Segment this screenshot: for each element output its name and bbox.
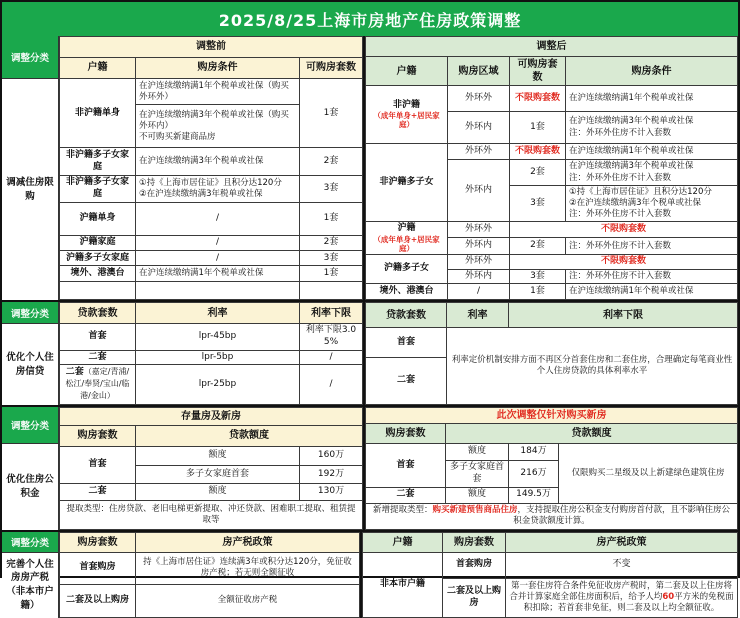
quota-cell: 不限购套数 (510, 144, 566, 160)
condition-cell: 在沪连续缴纳满1年个税单或社保 (566, 86, 738, 112)
hukou-cell: 非本市户籍 (363, 552, 443, 617)
quota-cell: 3套 (510, 186, 566, 222)
tax-policy-text: 第一套住房符合条件免征收房产税时，第二套及以上住房将合并计算家庭全部住房面积后，给予人均 (509, 581, 732, 603)
withdraw-types-cell: 提取类型：住房贷款、老旧电梯更新提取、冲还贷款、困难职工提取、租赁提取等 (60, 501, 363, 529)
table-row (60, 365, 363, 405)
col-header-condition: 购房条件 (566, 57, 738, 86)
section-credit (2, 300, 738, 405)
table-row (60, 202, 363, 235)
page-title: 2025/8/25上海市房地产住房政策调整 (2, 2, 738, 36)
category-column-header: 调整分类 (2, 532, 58, 553)
credit-after-block (365, 302, 738, 405)
col-header-rate-floor: 利率下限 (300, 303, 363, 324)
condition-cell: 在沪连续缴纳满1年个税单或社保 (136, 266, 300, 281)
hukou-cell: 沪籍单身 (60, 202, 136, 235)
condition-cell (136, 105, 300, 148)
limits-after-block (365, 36, 738, 300)
quota-label-cell: 额度 (446, 487, 509, 503)
purchase-count-cell: 首套购房 (443, 552, 506, 578)
category-column (2, 36, 59, 300)
tax-after-block (362, 532, 738, 618)
region-cell: 外环外 (448, 86, 510, 112)
condition-line: 不可购买新建商品房 (139, 131, 216, 142)
quota-label-cell: 多子女家庭首套 (136, 465, 300, 483)
col-header-rate-floor: 利率下限 (509, 303, 738, 328)
hukou-cell: 非沪籍单身 (60, 79, 136, 148)
table-row (60, 408, 363, 425)
hukou-cell: 沪籍多子女家庭 (60, 251, 136, 266)
fund-before-table (59, 407, 363, 529)
condition-line: ②在沪连续缴纳满3年个税单或社保 (569, 198, 702, 209)
quota-label-cell: 额度 (446, 444, 509, 461)
col-header-hukou: 户籍 (366, 57, 448, 86)
condition-cell: / (136, 251, 300, 266)
category-label-credit: 优化个人住房信贷 (2, 324, 58, 405)
rate-floor-cell: / (300, 350, 363, 365)
limits-before-block (59, 36, 365, 300)
condition-line: ①持《上海市居住证》且积分达120分 (139, 177, 282, 188)
region-cell: 外环外 (448, 144, 510, 160)
table-row (60, 235, 363, 250)
fund-after-banner: 此次调整仅针对购买新房 (366, 408, 738, 424)
empty-cell (136, 281, 300, 300)
condition-line: ①持《上海市居住证》且积分达120分 (569, 187, 712, 197)
table-row (60, 532, 360, 552)
quota-cell: 2套 (510, 160, 566, 186)
region-cell: 外环外 (448, 254, 510, 269)
rate-policy-merged-cell: 利率定价机制安排方面不再区分首套住房和二套住房，合理确定每笔商业性个人住房贷款的具体利率水平 (447, 327, 738, 404)
loan-count-districts: （嘉定/青浦/松江/奉贤/宝山/临港/金山） (65, 367, 130, 400)
condition-cell: 在沪连续缴纳满1年个税单或社保（购买外环外） (136, 79, 300, 105)
table-row (60, 350, 363, 365)
fund-after-block (365, 407, 738, 529)
region-cell: 外环内 (448, 269, 510, 284)
region-cell: 外环内 (448, 160, 510, 222)
purchase-count-cell: 二套 (366, 487, 446, 503)
table-row (366, 222, 738, 238)
tax-policy-highlight: 60 (662, 592, 675, 603)
purchase-count-cell: 二套 (60, 484, 136, 501)
condition-cell (136, 175, 300, 202)
category-label-tax: 完善个人住房房产税（非本市户籍） (2, 553, 58, 618)
quota-cell: 1套 (510, 112, 566, 144)
category-column-header: 调整分类 (2, 407, 58, 444)
condition-line: 注：外环外住房不计入套数 (569, 209, 672, 220)
hukou-cell (366, 222, 448, 255)
tax-policy-cell: 不变 (506, 552, 738, 578)
condition-line: 在沪连续缴纳满3年个税单或社保 (569, 116, 694, 127)
table-row (60, 303, 363, 324)
quota-cell: 3套 (300, 251, 363, 266)
hukou-cell: 境外、港澳台 (60, 266, 136, 281)
purchase-count-cell: 首套购房 (60, 552, 136, 584)
table-row (60, 324, 363, 350)
condition-line: 注：外环外住房不计入套数 (569, 172, 672, 183)
category-column (2, 532, 59, 618)
hukou-cell: 沪籍家庭 (60, 235, 136, 250)
table-row (60, 175, 363, 202)
tax-policy-cell: 持《上海市居住证》连续满3年或积分达120分，免征收房产税；若无则全额征收 (136, 552, 360, 584)
empty-cell (60, 281, 136, 300)
quota-value-cell: 160万 (300, 447, 363, 465)
quota-merged-cell: 不限购套数 (510, 222, 738, 238)
condition-line: 注：外环外住房不计入套数 (569, 127, 672, 138)
quota-cell: 2套 (510, 238, 566, 255)
col-header-quota: 可购房套数 (510, 57, 566, 86)
table-row (366, 408, 738, 424)
quota-value-cell: 184万 (509, 444, 559, 461)
loan-count-cell: 首套 (60, 324, 136, 350)
category-label-limits: 调减住房限购 (2, 79, 58, 300)
col-header-rate: 利率 (136, 303, 300, 324)
rate-cell: lpr-5bp (136, 350, 300, 365)
table-row (60, 266, 363, 281)
table-row (366, 144, 738, 160)
section-provident-fund (2, 405, 738, 529)
hukou-cell: 非沪籍多子女家庭 (60, 148, 136, 175)
table-row (366, 327, 738, 358)
tax-before-table (59, 532, 360, 618)
loan-count-cell: 二套 (60, 350, 136, 365)
withdraw-prefix: 新增提取类型： (372, 505, 433, 516)
loan-count-cell: 二套 (366, 358, 447, 405)
quota-cell: 1套 (300, 202, 363, 235)
table-row (363, 552, 738, 578)
hukou-main: 非沪籍 (393, 99, 421, 110)
rate-cell: lpr-45bp (136, 324, 300, 350)
condition-cell (566, 186, 738, 222)
quota-cell: 1套 (510, 284, 566, 300)
fund-before-block (59, 407, 365, 529)
table-row (366, 86, 738, 112)
empty-row (60, 281, 363, 300)
region-cell: / (448, 284, 510, 300)
green-building-note-cell: 仅限购买二星级及以上新建绿色建筑住房 (559, 444, 738, 503)
limits-before-table (59, 36, 363, 300)
hukou-cell: 非沪籍多子女家庭 (60, 175, 136, 202)
table-row (60, 552, 360, 584)
rate-cell: lpr-25bp (136, 365, 300, 405)
quota-value-cell: 216万 (509, 461, 559, 487)
region-cell: 外环内 (448, 112, 510, 144)
before-title: 调整前 (60, 37, 363, 58)
credit-before-block (59, 302, 365, 405)
table-row (366, 444, 738, 461)
after-title: 调整后 (366, 37, 738, 57)
region-cell: 外环外 (448, 222, 510, 238)
table-row (60, 484, 363, 501)
table-row (60, 251, 363, 266)
empty-cell (300, 281, 363, 300)
category-label-fund: 优化住房公积金 (2, 444, 58, 529)
credit-after-table (365, 302, 738, 405)
quota-label-cell: 多子女家庭首套 (446, 461, 509, 487)
purchase-count-cell: 二套及以上购房 (60, 584, 136, 617)
quota-cell: 1套 (300, 266, 363, 281)
condition-cell: / (136, 235, 300, 250)
category-column-header: 调整分类 (2, 302, 58, 324)
col-header-purchase-count: 购房套数 (60, 425, 136, 447)
table-row (366, 303, 738, 328)
col-header-loan-count: 贷款套数 (366, 303, 447, 328)
table-row (60, 425, 363, 447)
col-header-tax-policy: 房产税政策 (136, 532, 360, 552)
col-header-loan-quota: 贷款额度 (136, 425, 363, 447)
table-row (366, 503, 738, 529)
region-cell: 外环内 (448, 238, 510, 255)
tax-before-block (59, 532, 362, 618)
condition-line: 在沪连续缴纳满3年个税单或社保 (569, 161, 694, 172)
rate-floor-cell: 利率下限3.05% (300, 324, 363, 350)
category-column (2, 302, 59, 405)
loan-count-cell (60, 365, 136, 405)
quota-value-cell: 149.5万 (509, 487, 559, 503)
quota-label-cell: 额度 (136, 447, 300, 465)
hukou-cell: 非沪籍多子女 (366, 144, 448, 222)
table-row (60, 79, 363, 105)
purchase-count-cell: 首套 (60, 447, 136, 484)
quota-cell: 3套 (300, 175, 363, 202)
table-row (366, 254, 738, 269)
withdraw-rest: ，支持提取住房公积金支付购房首付款，且不影响住房公积金贷款额度计算。 (513, 505, 731, 527)
fund-before-banner: 存量房及新房 (60, 408, 363, 425)
table-row (60, 584, 360, 617)
quota-cell: 2套 (300, 235, 363, 250)
category-column-header: 调整分类 (2, 36, 58, 79)
table-row (363, 532, 738, 552)
tax-policy-text: 平方米的免税面积扣除；若首套非免征，则二套及以上均全额征收。 (523, 592, 734, 614)
condition-cell: 在沪连续缴纳满3年个税单或社保 (136, 148, 300, 175)
condition-cell: 在沪连续缴纳满1年个税单或社保 (566, 284, 738, 300)
hukou-subnote: （成年单身+居民家庭） (373, 111, 440, 130)
condition-cell (566, 160, 738, 186)
tax-policy-cell (506, 578, 738, 617)
quota-value-cell: 130万 (300, 484, 363, 501)
loan-count-cell: 首套 (366, 327, 447, 358)
hukou-main: 沪籍 (397, 223, 416, 234)
condition-line: ②在沪连续缴纳满3年税单或社保 (139, 188, 263, 199)
col-header-purchase-count: 购房套数 (366, 424, 446, 444)
quota-cell: 3套 (510, 269, 566, 284)
table-row (366, 57, 738, 86)
tax-after-table (362, 532, 738, 618)
hukou-cell: 沪籍多子女 (366, 254, 448, 283)
table-row (60, 148, 363, 175)
condition-cell: / (136, 202, 300, 235)
col-header-tax-policy: 房产税政策 (506, 532, 738, 552)
quota-label-cell: 额度 (136, 484, 300, 501)
new-withdraw-type-cell (366, 503, 738, 529)
col-header-hukou: 户籍 (363, 532, 443, 552)
quota-merged-cell: 不限购套数 (510, 254, 738, 269)
table-row (366, 37, 738, 57)
col-header-quota: 可购房套数 (300, 57, 363, 79)
table-row (60, 37, 363, 58)
col-header-purchase-count: 购房套数 (60, 532, 136, 552)
table-row (60, 501, 363, 529)
col-header-loan-count: 贷款套数 (60, 303, 136, 324)
col-header-rate: 利率 (447, 303, 509, 328)
table-row (366, 284, 738, 300)
col-header-loan-quota: 贷款额度 (446, 424, 738, 444)
col-header-purchase-count: 购房套数 (443, 532, 506, 552)
hukou-cell (366, 86, 448, 144)
section-property-tax (2, 530, 738, 618)
section-purchase-limits (2, 36, 738, 300)
condition-line: 在沪连续缴纳满3年个税单或社保（购买外环内） (139, 109, 289, 131)
condition-cell: 注：外环外住房不计入套数 (566, 269, 738, 284)
withdraw-highlight: 购买新建预售商品住房 (432, 505, 518, 516)
limits-after-table (365, 36, 738, 300)
condition-cell: 注：外环外住房不计入套数 (566, 238, 738, 255)
hukou-subnote: （成年单身+居民家庭） (373, 234, 440, 253)
tax-policy-cell: 全额征收房产税 (136, 584, 360, 617)
table-row (366, 424, 738, 444)
rate-floor-cell: / (300, 365, 363, 405)
fund-after-table (365, 407, 738, 529)
loan-count-main: 二套 (65, 367, 84, 378)
purchase-count-cell: 二套及以上购房 (443, 578, 506, 617)
quota-cell: 1套 (300, 79, 363, 148)
purchase-count-cell: 首套 (366, 444, 446, 487)
condition-cell (566, 112, 738, 144)
quota-cell: 2套 (300, 148, 363, 175)
table-row (60, 57, 363, 79)
credit-before-table (59, 302, 363, 405)
col-header-region: 购房区域 (448, 57, 510, 86)
quota-value-cell: 192万 (300, 465, 363, 483)
hukou-cell: 境外、港澳台 (366, 284, 448, 300)
condition-cell: 在沪连续缴纳满1年个税单或社保 (566, 144, 738, 160)
category-column (2, 407, 59, 529)
col-header-condition: 购房条件 (136, 57, 300, 79)
table-row (60, 447, 363, 465)
quota-cell: 不限购套数 (510, 86, 566, 112)
col-header-hukou: 户籍 (60, 57, 136, 79)
